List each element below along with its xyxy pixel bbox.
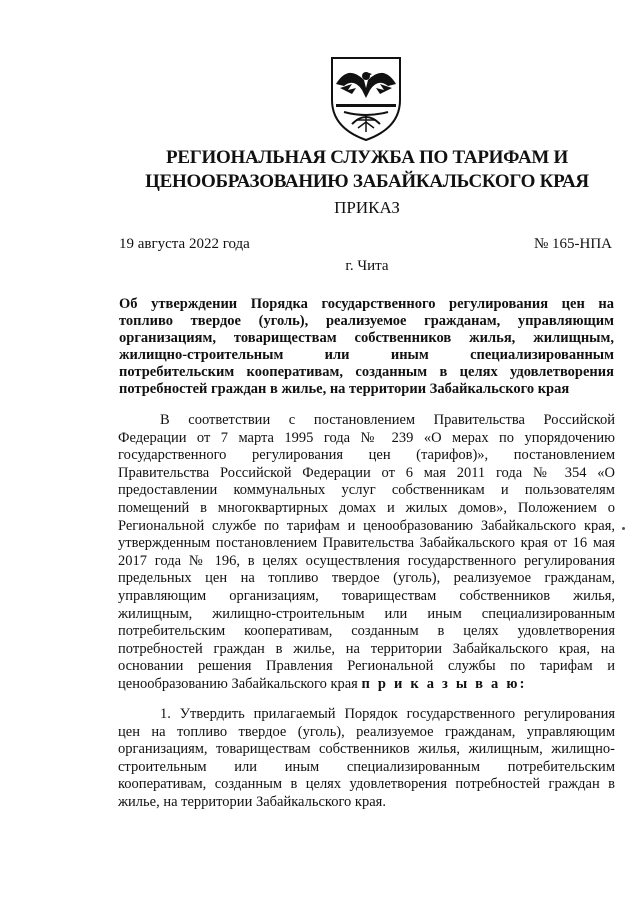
preamble-line: потребностей граждан в жилье, на территории Забайкальского края, на (118, 640, 615, 657)
organization-name-line-1: РЕГИОНАЛЬНАЯ СЛУЖБА ПО ТАРИФАМ И (166, 147, 568, 168)
title-line: Об утверждении Порядка государственного регулирования цен на (119, 296, 614, 312)
preamble-line: государственного регулирования цен (тарифов)», постановлением (118, 447, 615, 464)
preamble-line: потребительским кооперативам, созданным в целях удовлетворения (118, 623, 615, 640)
item-line: жилье, на территории Забайкальского края. (118, 793, 386, 810)
title-line: потребностей граждан в жилье, на территории Забайкальского края (119, 381, 570, 397)
preamble-line: управляющим организациям, товариществам собственников жилья, (118, 587, 615, 604)
item-line: организациям, товариществам собственников жилья, жилищным, жилищно- (118, 741, 615, 758)
preamble-line: основании решения Правления Региональной службы по тарифам и (118, 658, 615, 675)
preamble-last-text: ценообразованию Забайкальского края (118, 675, 358, 692)
order-title (119, 296, 614, 398)
title-line: топливо твердое (уголь), реализуемое гражданам, управляющим (119, 313, 614, 329)
preamble-line: жилищным, жилищно-строительным или иным специализированным (118, 605, 615, 622)
document-type: ПРИКАЗ (334, 198, 400, 217)
item-line: кооперативам, созданным в целях удовлетворения потребностей граждан в (118, 776, 615, 793)
scan-speck (622, 527, 625, 530)
preamble-line: В соответствии с постановлением Правительства Российской (160, 412, 615, 428)
item-line: цен на топливо твердое (уголь), реализуемое гражданам, управляющим (118, 723, 615, 740)
preamble-line-final (118, 676, 615, 694)
preamble-line: утвержденным постановлением Правительства Забайкальского края от 16 мая (118, 535, 615, 552)
document-number: № 165-НПА (533, 236, 612, 252)
title-line: потребительским кооперативам, созданным в целях удовлетворения (119, 364, 614, 380)
preamble-line: 2017 года № 196, в целях осуществления государственного регулирования (118, 552, 615, 569)
title-line: жилищно-строительным или иным специализированным (119, 347, 614, 363)
organization-name-line-2: ЦЕНООБРАЗОВАНИЮ ЗАБАЙКАЛЬСКОГО КРАЯ (145, 171, 589, 192)
title-line: организациям, товариществам собственников жилья, жилищным, (119, 330, 614, 346)
item-line: 1. Утвердить прилагаемый Порядок государственного регулирования (160, 706, 615, 722)
zabaykalsky-coat-of-arms-icon (326, 54, 406, 142)
preamble-paragraph (118, 412, 615, 694)
organization-name (120, 146, 614, 194)
preamble-line: Региональной службе по тарифам и ценообразованию Забайкальского края, (118, 517, 615, 534)
preamble-line: Правительства Российской Федерации от 6 мая 2011 года № 354 «О (118, 464, 615, 481)
order-item-1 (118, 706, 615, 812)
preamble-line: помещений в многоквартирных домах и жилых домов», Положением о (118, 499, 615, 516)
preamble-line: Федерации от 7 марта 1995 года № 239 «О мерах по упорядочению (118, 429, 615, 446)
preamble-line: предельных цен на топливо твердое (уголь), реализуемое гражданам, (118, 570, 615, 587)
document-city: г. Чита (345, 258, 389, 274)
document-date: 19 августа 2022 года (119, 236, 250, 252)
preamble-line: предоставлении коммунальных услуг собственникам и пользователям (118, 482, 615, 499)
item-line: строительным или иным специализированным потребительским (118, 758, 615, 775)
order-keyword: п р и к а з ы в а ю: (361, 675, 527, 692)
